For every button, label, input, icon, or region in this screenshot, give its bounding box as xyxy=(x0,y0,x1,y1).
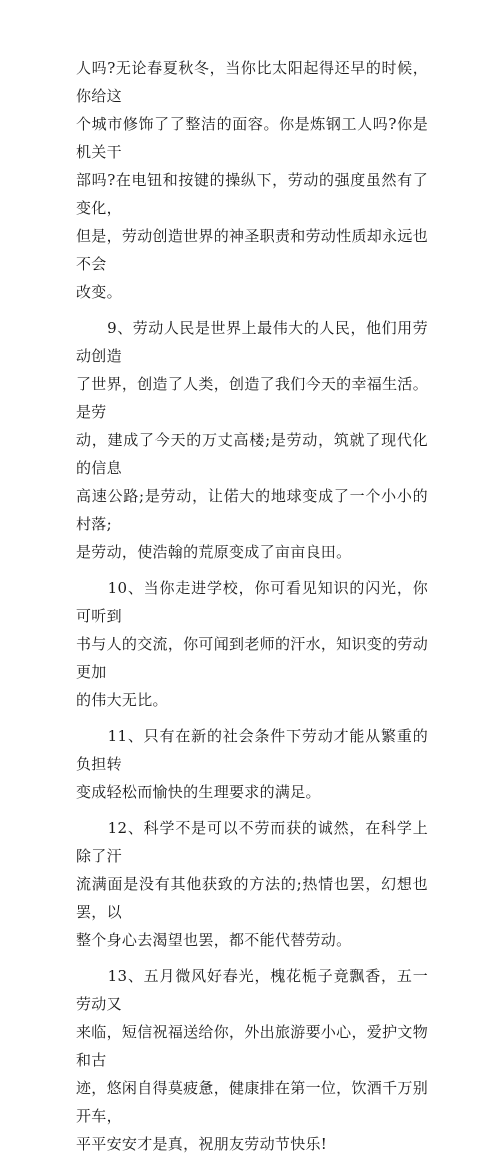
text-line: 改变。 xyxy=(76,283,122,301)
text-line: 12、科学不是可以不劳而获的诚然，在科学上除了汗 xyxy=(76,819,428,865)
text-line: 变成轻松而愉快的生理要求的满足。 xyxy=(76,783,321,801)
text-line: 流满面是没有其他获致的方法的;热情也罢，幻想也罢，以 xyxy=(76,875,428,921)
text-line: 的伟大无比。 xyxy=(76,691,168,709)
text-line: 人吗?无论春夏秋冬，当你比太阳起得还早的时候，你给这 xyxy=(76,59,428,105)
text-line: 整个身心去渴望也罢，都不能代替劳动。 xyxy=(76,931,352,949)
text-line: 但是，劳动创造世界的神圣职责和劳动性质却永远也不会 xyxy=(76,227,428,273)
text-line: 11、只有在新的社会条件下劳动才能从繁重的负担转 xyxy=(76,727,428,773)
text-line: 书与人的交流，你可闻到老师的汗水，知识变的劳动更加 xyxy=(76,635,428,681)
text-line: 个城市修饰了了整洁的面容。你是炼钢工人吗?你是机关干 xyxy=(76,115,428,161)
text-line: 9、劳动人民是世界上最伟大的人民，他们用劳动创造 xyxy=(76,319,428,365)
paragraph-item-12 xyxy=(76,814,428,954)
text-line: 13、五月微风好春光，槐花栀子竟飘香，五一劳动又 xyxy=(76,967,428,1013)
paragraph-continuation xyxy=(76,54,428,306)
text-line: 来临，短信祝福送给你，外出旅游要小心，爱护文物和古 xyxy=(76,1023,428,1069)
text-line: 了世界，创造了人类，创造了我们今天的幸福生活。是劳 xyxy=(76,375,428,421)
text-line: 高速公路;是劳动，让偌大的地球变成了一个小小的村落; xyxy=(76,487,428,533)
document-body xyxy=(76,54,428,1158)
text-line: 是劳动，使浩翰的荒原变成了亩亩良田。 xyxy=(76,543,352,561)
text-line: 迹，悠闲自得莫疲惫，健康排在第一位，饮酒千万别开车， xyxy=(76,1079,428,1125)
text-line: 10、当你走进学校，你可看见知识的闪光，你可听到 xyxy=(76,579,428,625)
text-line: 动，建成了今天的万丈高楼;是劳动，筑就了现代化的信息 xyxy=(76,431,428,477)
paragraph-item-10 xyxy=(76,574,428,714)
text-line: 平平安安才是真，祝朋友劳动节快乐! xyxy=(76,1135,328,1153)
text-line: 部吗?在电钮和按键的操纵下，劳动的强度虽然有了变化， xyxy=(76,171,428,217)
paragraph-item-11 xyxy=(76,722,428,806)
paragraph-item-9 xyxy=(76,314,428,566)
paragraph-item-13 xyxy=(76,962,428,1158)
